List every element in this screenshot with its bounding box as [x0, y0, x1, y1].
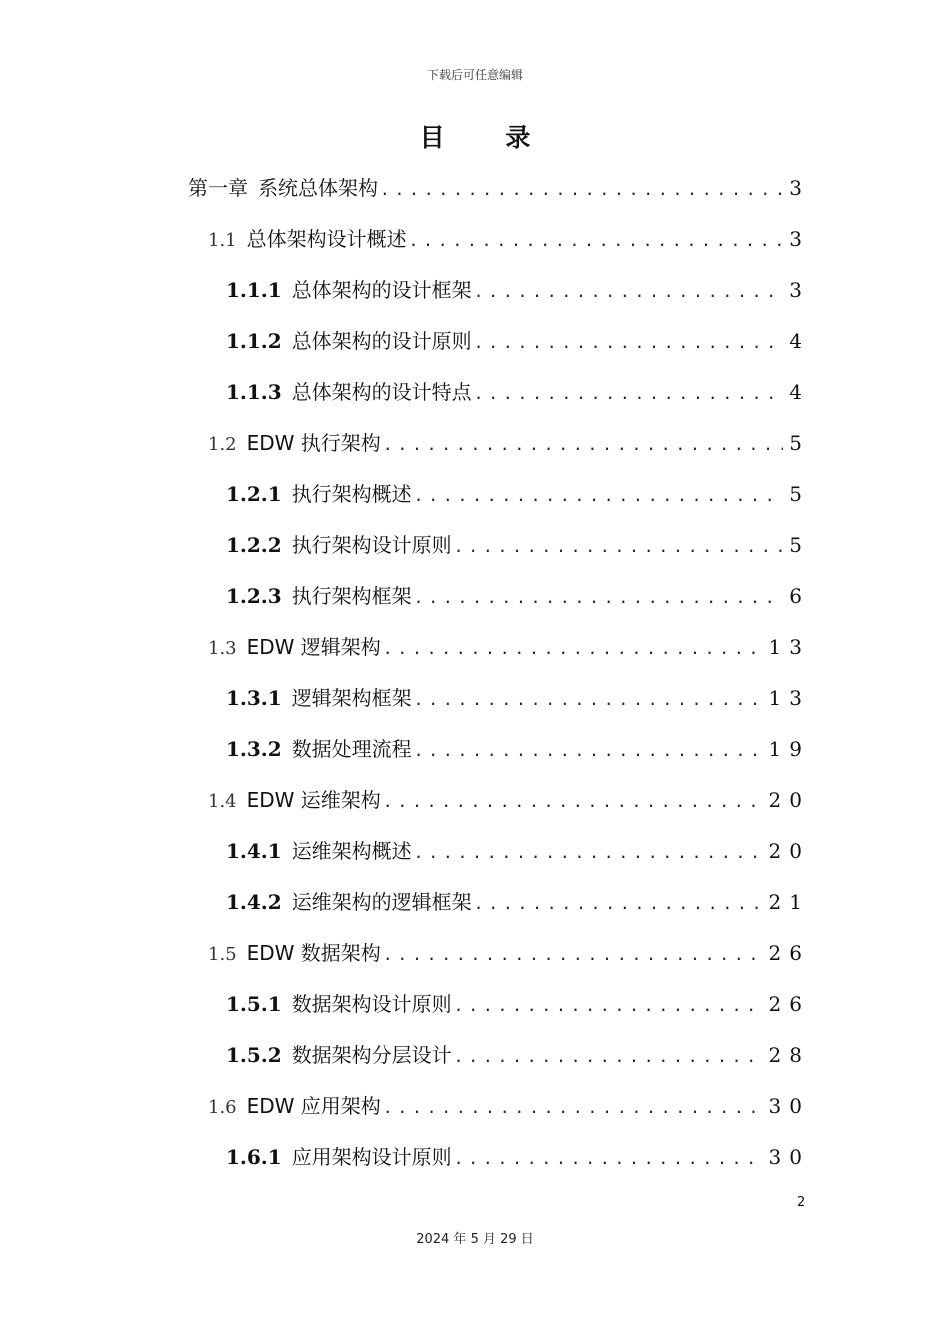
toc-entry-title: EDW 逻辑架构 — [246, 635, 381, 659]
toc-entry[interactable] — [226, 984, 810, 1024]
toc-entry-title: 执行架构框架 — [291, 584, 412, 608]
toc-leader-dots — [409, 221, 784, 261]
toc-entry[interactable] — [208, 627, 810, 667]
toc-leader-dots — [414, 680, 763, 720]
toc-entry-title: 运维架构的逻辑框架 — [291, 890, 472, 914]
toc-entry[interactable] — [226, 321, 810, 361]
toc-entry-number: 1.1 — [208, 230, 237, 251]
toc-entry-page: 5 — [789, 431, 810, 455]
toc-entry-page: 3 — [789, 278, 810, 302]
toc-entry-title: 总体架构的设计特点 — [291, 380, 472, 404]
toc-entry[interactable] — [226, 729, 810, 769]
toc-entry-number: 1.2.2 — [226, 533, 282, 557]
toc-entry-page: 20 — [768, 788, 810, 812]
toc-leader-dots — [383, 935, 763, 975]
toc-entry-title: 数据架构分层设计 — [291, 1043, 452, 1067]
toc-entry-page: 13 — [768, 635, 810, 659]
toc-entry-page: 19 — [768, 737, 810, 761]
toc-entry-title: 总体架构的设计框架 — [291, 278, 472, 302]
toc-entry[interactable] — [226, 525, 810, 565]
toc-leader-dots — [383, 629, 763, 669]
toc-entry[interactable] — [226, 474, 810, 514]
toc-entry-number: 1.6.1 — [226, 1145, 282, 1169]
toc-leader-dots — [380, 170, 783, 210]
toc-entry-page: 30 — [768, 1094, 810, 1118]
toc-entry-title: 系统总体架构 — [258, 176, 378, 200]
page-footer-date: 2024 年 5 月 29 日 — [416, 1232, 534, 1247]
toc-entry-title: 总体架构的设计原则 — [291, 329, 472, 353]
toc-leader-dots — [383, 782, 763, 822]
toc-leader-dots — [474, 272, 784, 312]
page-header: 下载后可任意编辑 — [426, 68, 523, 82]
toc-entry-title: 逻辑架构框架 — [291, 686, 412, 710]
toc-entry[interactable] — [208, 219, 810, 259]
toc-leader-dots — [414, 578, 784, 618]
toc-entry-title: 总体架构设计概述 — [246, 227, 407, 251]
toc-entry-page: 13 — [768, 686, 810, 710]
toc-leader-dots — [454, 527, 784, 567]
toc-entry-number: 1.3 — [208, 638, 237, 659]
toc-entry-number: 1.4 — [208, 791, 237, 812]
toc-entry-number: 1.4.2 — [226, 890, 282, 914]
toc-entry-number: 1.3.1 — [226, 686, 282, 710]
toc-entry-number: 1.5.2 — [226, 1043, 282, 1067]
toc-entry-title: 执行架构概述 — [291, 482, 412, 506]
toc-entry-page: 26 — [768, 941, 810, 965]
toc-entry-page: 3 — [789, 227, 810, 251]
toc-entry-title: 执行架构设计原则 — [291, 533, 452, 557]
toc-entry-number: 1.1.3 — [226, 380, 282, 404]
toc-leader-dots — [414, 731, 763, 771]
toc-entry-number: 1.2.1 — [226, 482, 282, 506]
toc-entry[interactable] — [208, 423, 810, 463]
toc-leader-dots — [474, 323, 784, 363]
toc-entry-number: 1.2 — [208, 434, 237, 455]
toc-entry-title: 数据架构设计原则 — [291, 992, 452, 1016]
toc-entry[interactable] — [208, 780, 810, 820]
toc-entry-title: 数据处理流程 — [291, 737, 412, 761]
toc-entry[interactable] — [208, 933, 810, 973]
toc-entry-title: EDW 数据架构 — [246, 941, 381, 965]
toc-entry-page: 28 — [768, 1043, 810, 1067]
toc-leader-dots — [454, 986, 763, 1026]
page-title: 目 录 — [419, 123, 557, 152]
toc-entry-number: 1.5 — [208, 944, 237, 965]
toc-leader-dots — [474, 884, 763, 924]
toc-leader-dots — [474, 374, 784, 414]
toc-entry-number: 1.6 — [208, 1097, 237, 1118]
toc-entry-title: 运维架构概述 — [291, 839, 412, 863]
toc-leader-dots — [414, 833, 763, 873]
toc-entry-page: 6 — [789, 584, 810, 608]
page-number: 2 — [797, 1195, 806, 1210]
toc-entry-page: 4 — [789, 329, 810, 353]
toc-entry-number: 1.2.3 — [226, 584, 282, 608]
toc-leader-dots — [454, 1037, 763, 1077]
toc-entry-title: EDW 执行架构 — [246, 431, 381, 455]
toc-leader-dots — [414, 476, 784, 516]
toc-leader-dots — [383, 1088, 763, 1128]
toc-entry[interactable] — [226, 831, 810, 871]
toc-entry[interactable] — [226, 882, 810, 922]
toc-entry[interactable] — [226, 1137, 810, 1177]
toc-entry-page: 5 — [789, 482, 810, 506]
toc-entry[interactable] — [226, 576, 810, 616]
toc-entry-number: 第一章 — [188, 176, 248, 200]
toc-leader-dots — [454, 1139, 763, 1179]
toc-leader-dots — [383, 425, 783, 465]
toc-entry-page: 26 — [768, 992, 810, 1016]
toc-entry-page: 21 — [768, 890, 810, 914]
toc-entry-number: 1.1.2 — [226, 329, 282, 353]
toc-entry-page: 20 — [768, 839, 810, 863]
toc-entry[interactable] — [226, 1035, 810, 1075]
toc-entry-number: 1.3.2 — [226, 737, 282, 761]
toc-entry-number: 1.5.1 — [226, 992, 282, 1016]
toc-entry-page: 4 — [789, 380, 810, 404]
toc-entry-title: 应用架构设计原则 — [291, 1145, 452, 1169]
toc-entry-title: EDW 运维架构 — [246, 788, 381, 812]
toc-entry[interactable] — [226, 678, 810, 718]
toc-entry[interactable] — [208, 1086, 810, 1126]
toc-entry-page: 3 — [789, 176, 810, 200]
toc-entry[interactable] — [226, 270, 810, 310]
toc-entry-title: EDW 应用架构 — [246, 1094, 381, 1118]
toc-entry[interactable] — [226, 372, 810, 412]
toc-entry[interactable] — [188, 168, 810, 208]
toc-entry-number: 1.4.1 — [226, 839, 282, 863]
toc-entry-number: 1.1.1 — [226, 278, 282, 302]
toc-entry-page: 5 — [789, 533, 810, 557]
toc-entry-page: 30 — [768, 1145, 810, 1169]
